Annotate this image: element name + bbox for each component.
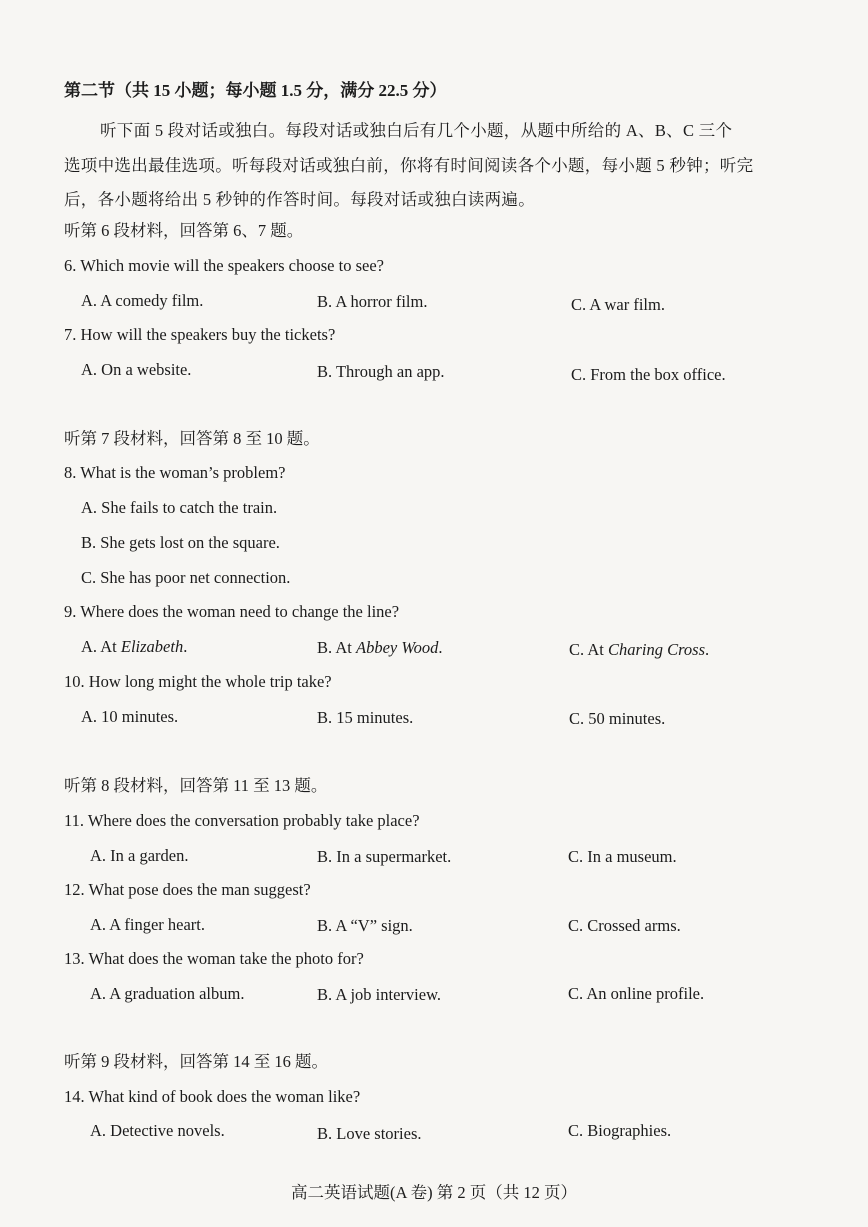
option-b: B. In a supermarket. xyxy=(317,847,452,866)
group-label: 听第 9 段材料，回答第 14 至 16 题。 xyxy=(64,1052,328,1071)
option-a xyxy=(81,636,187,658)
instruction-line-3: 后，各小题将给出 5 秒钟的作答时间。每段对话或独白读两遍。 xyxy=(64,190,535,209)
option-a: A. A comedy film. xyxy=(81,291,204,310)
option-c: C. She has poor net connection. xyxy=(81,568,291,587)
section-heading: 第二节（共 15 小题；每小题 1.5 分，满分 22.5 分） xyxy=(64,81,447,100)
option-c xyxy=(569,639,709,661)
question-stem: 13. What does the woman take the photo for? xyxy=(64,949,364,968)
option-a: A. Detective novels. xyxy=(90,1121,225,1140)
option-c: C. 50 minutes. xyxy=(569,709,666,728)
option-b: B. A “V” sign. xyxy=(317,916,413,935)
group-label: 听第 7 段材料，回答第 8 至 10 题。 xyxy=(64,429,320,448)
option-c: C. Crossed arms. xyxy=(568,916,681,935)
question-stem: 10. How long might the whole trip take? xyxy=(64,672,332,691)
question-stem: 9. Where does the woman need to change the line? xyxy=(64,602,400,621)
option-b: B. A job interview. xyxy=(317,985,442,1004)
instruction-line-2: 选项中选出最佳选项。听每段对话或独白前，你将有时间阅读各个小题，每小题 5 秒钟；听完 xyxy=(64,156,754,175)
option-prefix: B. At xyxy=(317,638,356,657)
option-b: B. Through an app. xyxy=(317,362,445,381)
question-stem: 7. How will the speakers buy the tickets? xyxy=(64,325,336,344)
question-stem: 14. What kind of book does the woman like? xyxy=(64,1087,361,1106)
group-label: 听第 8 段材料，回答第 11 至 13 题。 xyxy=(64,776,328,795)
option-suffix: . xyxy=(705,640,710,659)
option-a: A. On a website. xyxy=(81,360,192,379)
question-stem: 6. Which movie will the speakers choose to see? xyxy=(64,256,384,275)
question-stem: 8. What is the woman’s problem? xyxy=(64,463,286,482)
option-c: C. Biographies. xyxy=(568,1121,672,1140)
question-stem: 12. What pose does the man suggest? xyxy=(64,880,311,899)
option-b: B. She gets lost on the square. xyxy=(81,533,280,552)
option-c: C. From the box office. xyxy=(571,365,726,384)
option-a: A. She fails to catch the train. xyxy=(81,498,278,517)
option-b: B. Love stories. xyxy=(317,1124,422,1143)
station-name: Elizabeth xyxy=(120,637,184,656)
option-a: A. A graduation album. xyxy=(90,984,245,1003)
station-name: Charing Cross xyxy=(607,640,706,659)
option-b: B. A horror film. xyxy=(317,292,428,311)
option-a: A. In a garden. xyxy=(90,846,189,865)
instruction-line-1: 听下面 5 段对话或独白。每段对话或独白后有几个小题，从题中所给的 A、B、C 三个 xyxy=(100,121,733,140)
option-c: C. A war film. xyxy=(571,295,665,314)
option-suffix: . xyxy=(438,638,443,657)
page-footer: 高二英语试题(A 卷) 第 2 页（共 12 页） xyxy=(291,1183,577,1202)
option-c: C. In a museum. xyxy=(568,847,677,866)
option-b: B. 15 minutes. xyxy=(317,708,414,727)
option-a: A. 10 minutes. xyxy=(81,707,179,726)
station-name: Abbey Wood xyxy=(355,638,439,657)
option-c: C. An online profile. xyxy=(568,984,705,1003)
group-label: 听第 6 段材料，回答第 6、7 题。 xyxy=(64,221,304,240)
option-prefix: A. At xyxy=(81,637,121,656)
question-stem: 11. Where does the conversation probably take place? xyxy=(64,811,420,830)
option-prefix: C. At xyxy=(569,640,608,659)
option-b xyxy=(317,637,442,659)
option-a: A. A finger heart. xyxy=(90,915,206,934)
option-suffix: . xyxy=(183,637,188,656)
